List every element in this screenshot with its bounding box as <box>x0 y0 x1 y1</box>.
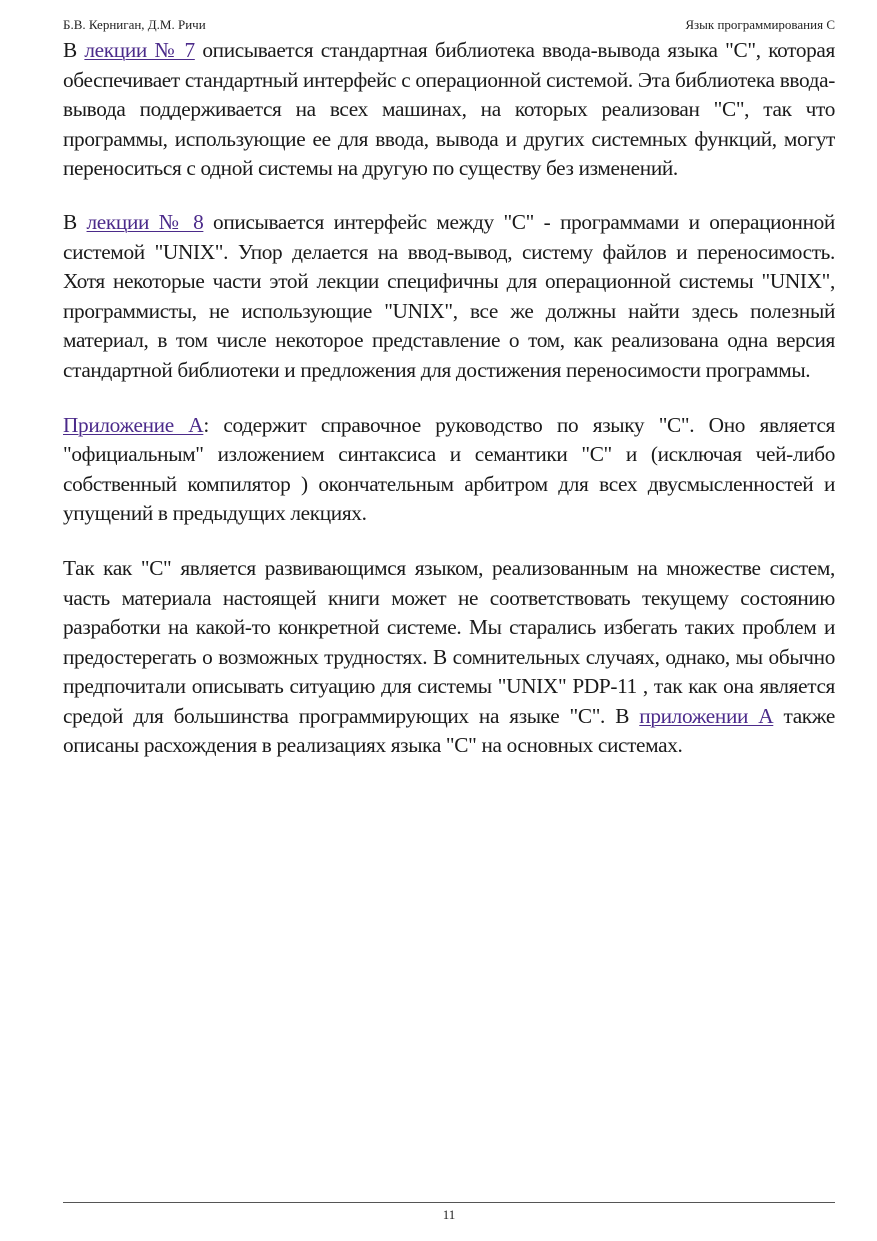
page-content <box>63 36 835 786</box>
link-appendix-a-differences[interactable]: приложении А <box>639 703 774 728</box>
paragraph-text: : содержит справочное руководство по языку "C". Оно является "официальным" изложением синтаксиса и семантики "C" и (исключая чей-либо собственный компилятор ) окончательным арбитром для всех двусмысленностей и упущений в предыдущих лекциях. <box>63 412 835 526</box>
paragraph-text: описывается интерфейс между "C" - программами и операционной системой "UNIX". Упор делается на ввод-вывод, систему файлов и переносимость. Хотя некоторые части этой лекции специфичны для операционной системы "UNIX", программисты, не использующие "UNIX", все же должны найти здесь полезный материал, в том числе некоторое представление о том, как реализована одна версия стандартной библиотеки и предложения для достижения переносимости программы. <box>63 209 835 382</box>
page-header <box>63 15 835 35</box>
paragraph-appendix-a <box>63 411 835 529</box>
header-book-title: Язык программирования С <box>685 17 835 32</box>
footer-divider <box>63 1202 835 1203</box>
link-lecture-7[interactable]: лекции № 7 <box>84 38 195 62</box>
paragraph-text: В <box>63 38 85 62</box>
paragraph-text: Так как "C" является развивающимся языком, реализованным на множестве систем, часть материала настоящей книги может не соответствовать текущему состоянию разработки на какой-то конкретной системе. Мы старались избегать таких проблем и предостерегать о возможных трудностях. В сомнительных случаях, однако, мы обычно предпочитали описывать ситуацию для системы "UNIX" PDP-11 , так как она является средой для большинства программирующих на языке "C". В <box>63 555 835 728</box>
link-lecture-8[interactable]: лекции № 8 <box>86 209 204 234</box>
page-number: 11 <box>442 1207 456 1222</box>
paragraph-text: В <box>63 209 87 234</box>
paragraph-lecture-8 <box>63 208 835 386</box>
paragraph-lecture-7 <box>63 36 835 184</box>
paragraph-evolving-language <box>63 554 835 761</box>
paragraph-text: описывается стандартная библиотека ввода-вывода языка "C", которая обеспечивает стандартный интерфейс с операционной системой. Эта библиотека ввода-вывода поддерживается на всех машинах, на которых реализован "C", так что программы, использующие ее для ввода, вывода и других системных функций, могут переноситься с одной системы на другую по существу без изменений. <box>63 38 835 181</box>
link-appendix-a[interactable]: Приложение А <box>63 412 204 437</box>
paragraph-text: также описаны расхождения в реализациях языка "C" на основных системах. <box>63 703 835 758</box>
header-authors: Б.В. Керниган, Д.М. Ричи <box>63 17 206 32</box>
